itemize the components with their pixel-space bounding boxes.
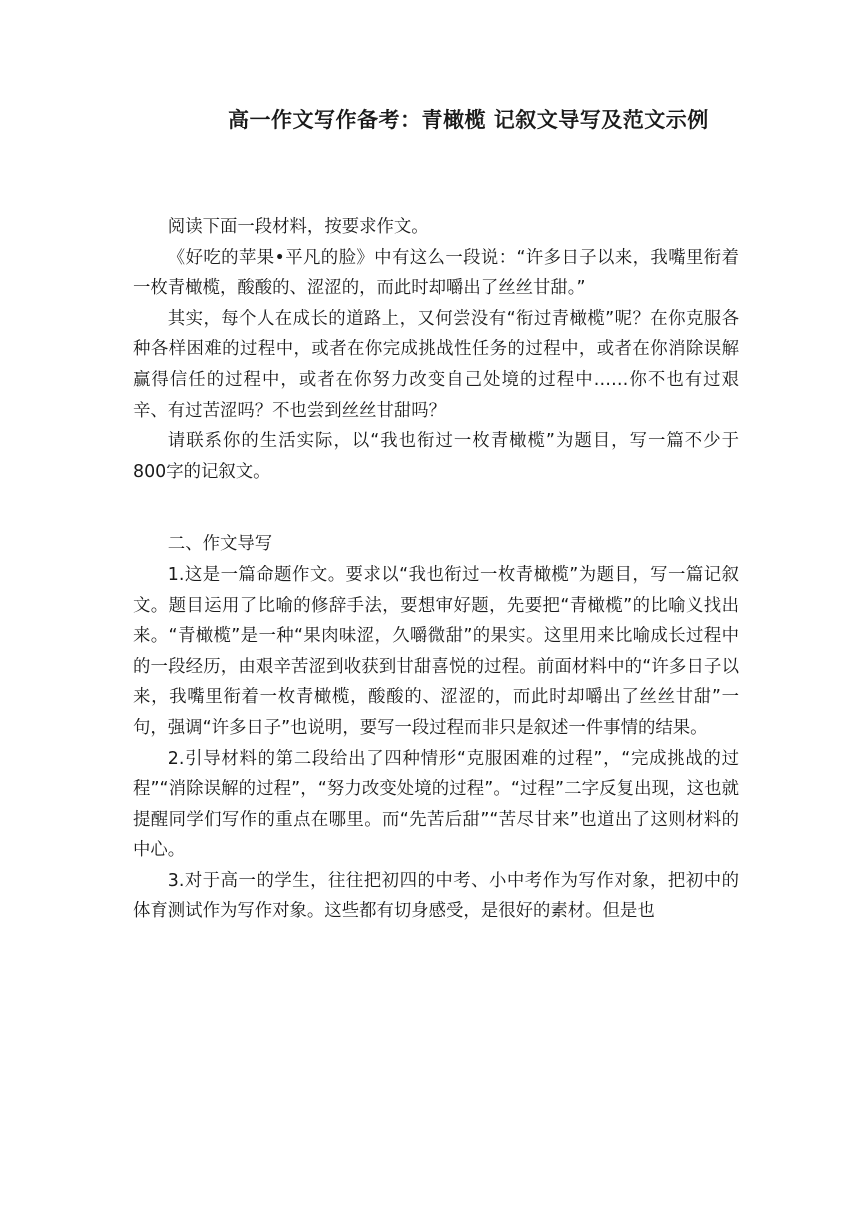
material-paragraph: 其实，每个人在成长的道路上，又何尝没有“衔过青橄榄”呢？在你克服各种各样困难的过程中，或者在你完成挑战性任务的过程中，或者在你消除误解赢得信任的过程中，或者在你努力改变自己处境的过程中……你不也有过艰辛、有过苦涩吗？不也尝到丝丝甘甜吗？ bbox=[133, 308, 739, 421]
paragraph-spacer bbox=[133, 487, 739, 529]
material-paragraph: 阅读下面一段材料，按要求作文。 bbox=[167, 217, 429, 237]
material-paragraph: 请联系你的生活实际，以“我也衔过一枚青橄榄”为题目，写一篇不少于800字的记叙文。 bbox=[133, 431, 739, 482]
section-heading: 二、作文导写 bbox=[167, 534, 273, 555]
guide-paragraph: 1.这是一篇命题作文。要求以“我也衔过一枚青橄榄”为题目，写一篇记叙文。题目运用了比喻的修辞手法，要想审好题，先要把“青橄榄”的比喻义找出来。“青橄榄”是一种“果肉味涩，久嚼微甜”的果实。这里用来比喻成长过程中的一段经历，由艰辛苦涩到收获到甘甜喜悦的过程。前面材料中的“许多日子以来，我嘴里衔着一枚青橄榄，酸酸的、涩涩的，而此时却嚼出了丝丝甘甜”一句，强调“许多日子”也说明，要写一段过程而非只是叙述一件事情的结果。 bbox=[133, 564, 739, 738]
guide-paragraph: 3.对于高一的学生，往往把初四的中考、小中考作为写作对象，把初中的体育测试作为写作对象。这些都有切身感受，是很好的素材。但是也 bbox=[133, 870, 739, 922]
document-body bbox=[133, 212, 739, 927]
guide-paragraph: 2.引导材料的第二段给出了四种情形“克服困难的过程”，“完成挑战的过程”“消除误解的过程”，“努力改变处境的过程”。“过程”二字反复出现，这也就提醒同学们写作的重点在哪里。而“先苦后甜”“苦尽甘来”也道出了这则材料的中心。 bbox=[133, 748, 739, 861]
document-title: 高一作文写作备考：青橄榄 记叙文导写及范文示例 bbox=[228, 108, 709, 132]
material-paragraph: 《好吃的苹果•平凡的脸》中有这么一段说：“许多日子以来，我嘴里衔着一枚青橄榄，酸酸的、涩涩的，而此时却嚼出了丝丝甘甜。” bbox=[133, 247, 739, 299]
